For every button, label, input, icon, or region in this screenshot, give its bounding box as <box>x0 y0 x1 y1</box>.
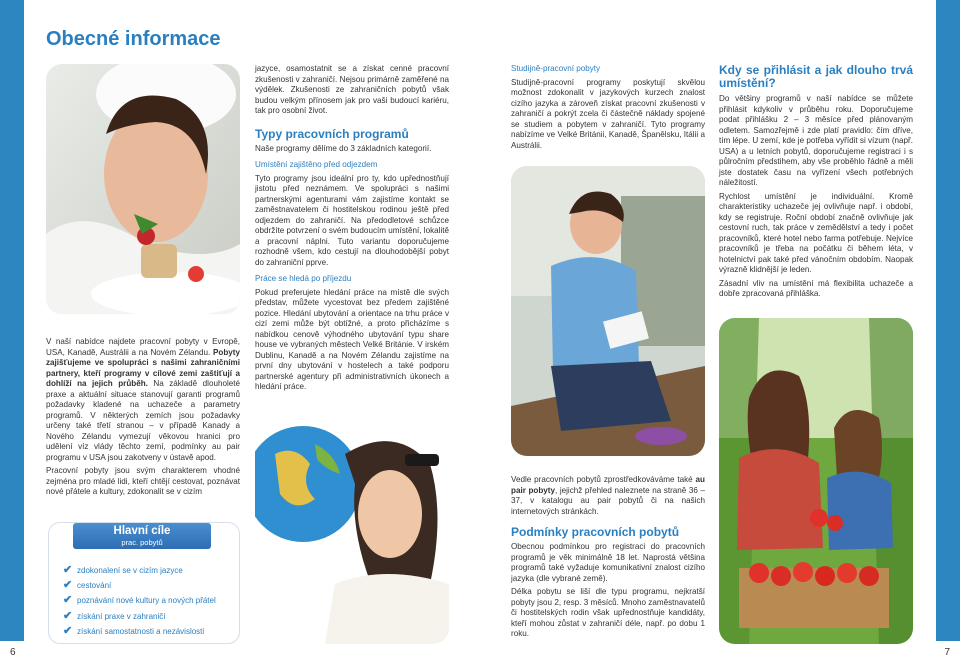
intro-column <box>46 337 240 501</box>
goal-item: ✔ zdokonalení se v cizím jazyce <box>63 564 183 576</box>
intro-paragraph: V naší nabídce najdete pracovní pobyty v Evropě, USA, Kanadě, Austrálii a na Novém Zélandu. Pobyty zajišťujeme ve spolupráci s našimi zahraničními partnery, kteří programy v cílové zemi zaštiťují a dohlíží na jejich průběh. Na základě dlouholeté praxe a aktuální situace stanovují garanti programů požadavky kladené na uchazeče a parametry programů. V některých zemích jsou požadavky určeny také třetí stranou – v případě Kanady a Nového Zélandu vymezují věkovou hranici pro udělení víz vlády těchto zemí, podmínky au pair programu v USA jsou zakotveny v ústavě apod. <box>46 337 240 462</box>
registration-paragraph-1: Do většiny programů v naší nabídce se můžete přihlásit kdykoliv v průběhu roku. Doporučujeme podat přihlášku 2 – 3 měsíce před plánovaným odletem. Samozřejmě i zde platí pravidlo: čím dříve, tím lépe. U zemí, kde je potřeba vyřídit si vízum (např. USA) a u letních pobytů, doporučujeme registraci i s půlročním předstihem, aby vše proběhlo řádně a měli jste dostatek času na vyřízení všech potřebných náležitostí. <box>719 94 913 187</box>
registration-paragraph-2: Rychlost umístění je individuální. Kromě charakteristiky uchazeče jej ovlivňuje např. i období, kdy se registruje. Roční období značně ovlivňuje jak cestovní ruch, tak práce v zemědělství a tedy i počet pracovníků, které hotel nebo farma potřebuje. Nejvíce pracovníků je třeba na počátku či během léta, v hotelnictví pak také před vánočním obdobím. Naopak výrazně klidnější je leden. <box>719 191 913 274</box>
placement-before-paragraph: Tyto programy jsou ideální pro ty, kdo upřednostňují jistotu před neznámem. Ve spolupráci s našimi partnerskými agenturami vám zajistíme kontakt se zaměstnavatelem či hostitelskou rodinou ještě před odjezdem do zahraničí. Na předodletové schůzce obdržíte potvrzení o svém budoucím umístění, lokalitě a pracovní náplni. Tuto variantu doporučujeme rozhodně všem, kdo cestují na dlouhodobější pobyt do zahraniční pprve. <box>255 173 449 267</box>
left-edge-stripe <box>0 0 24 641</box>
main-goals-subtitle: prac. pobytů <box>121 538 163 547</box>
checkmark-icon: ✔ <box>63 579 73 592</box>
goal-item: ✔ cestování <box>63 579 112 592</box>
job-after-arrival-paragraph: Pokud preferujete hledání práce na místě dle svých představ, můžete vycestovat bez předem zajištěné pozice. Hledání ubytování a orientace na trhu práce v cizí zemi může být obtížné, a proto přicházíme s nabídkou cenově výhodného ubytování typu share house ve vybraných městech Velké Británie. V irském Dublinu, Kanadě a na Novém Zélandu zajistíme na první dny ubytování v hostelech a také podporu partnerské agentury při administrativních úkonech a hledání práce. <box>255 287 449 391</box>
right-edge-stripe <box>936 0 960 641</box>
chef-photo <box>46 64 240 314</box>
checkmark-icon: ✔ <box>63 564 73 576</box>
goal-item: ✔ získání praxe v zahraničí <box>63 609 166 622</box>
program-types-column <box>255 64 449 396</box>
main-goals-list <box>63 563 216 639</box>
main-goals-title: Hlavní cíle <box>113 525 171 537</box>
intro-paragraph-2: Pracovní pobyty jsou svým charakterem vhodné zejména pro mladé lidi, kteří chtějí cestovat, poznávat nové přátele a kultury, zdokonalit se v cizím <box>46 466 240 496</box>
au-pair-paragraph: Vedle pracovních pobytů zprostředkováváme také au pair pobyty, jejichž přehled naleznete na straně 36 – 37, v katalogu au pair pobytů či na našich internetových stránkách. <box>511 475 706 516</box>
globe-girl-photo <box>255 414 449 644</box>
job-after-arrival-heading: Práce se hledá po příjezdu <box>255 274 352 283</box>
checkmark-icon: ✔ <box>63 594 73 607</box>
study-work-paragraph: Studijně-pracovní programy poskytují skvělou možnost zdokonalit v jazykových kurzech znalost cizího jazyka a zároveň získat pracovní zkušenosti v zahraničí a pokrýt zcela či částečně náklady spojené se studiem a pobytem v zahraničí. Tyto programy nabízíme ve Velké Británii, Kanadě, Španělsku, Itálii a Austrálii. <box>511 77 705 150</box>
checkmark-icon: ✔ <box>63 624 73 637</box>
program-types-heading: Typy pracovních programů <box>255 126 409 141</box>
student-photo <box>511 166 705 456</box>
placement-before-heading: Umístění zajištěno před odjezdem <box>255 160 378 169</box>
main-goals-banner <box>73 523 211 549</box>
study-work-heading: Studijně-pracovní pobyty <box>511 64 601 73</box>
registration-paragraph-3: Zásadní vliv na umístění má flexibilita uchazeče a dobře zpracovaná přihláška. <box>719 278 913 298</box>
program-types-paragraph: Naše programy dělíme do 3 základních kategorií. <box>255 143 432 153</box>
page-number-right: 7 <box>944 647 950 658</box>
conditions-paragraph-2: Délka pobytu se liší dle typu programu, nejkratší pobyty jsou 2, resp. 3 měsíců. Mnoho zaměstnavatelů či hostitelských rodin však upřednostňuje kandidáty, kteří mohou zůstat v zahraničí déle, např. po dobu 1 roku. <box>511 587 705 638</box>
registration-column <box>719 64 913 303</box>
main-goals-box <box>48 522 240 644</box>
conditions-heading: Podmínky pracovních pobytů <box>511 525 680 539</box>
goal-item: ✔ poznávání nové kultury a nových přátel <box>63 594 216 607</box>
study-work-column <box>511 64 705 154</box>
registration-heading: Kdy se přihlásit a jak dlouho trvá umístění? <box>719 63 913 90</box>
checkmark-icon: ✔ <box>63 609 73 622</box>
conditions-column <box>511 475 705 643</box>
continuation-paragraph: jazyce, osamostatnit se a získat cenné pracovní zkušenosti v zahraničí. Nejsou primárně zaměřené na výdělek. Zkušenosti ze zahraničních pobytů však budou velkým přínosem jak pro vaši budoucí kariéru, tak pro osobní život. <box>255 64 449 115</box>
goal-item: ✔ získání samostatnosti a nezávislosti <box>63 624 205 637</box>
page-number-left: 6 <box>10 647 16 658</box>
tomato-pickers-photo <box>719 318 913 644</box>
conditions-paragraph-1: Obecnou podmínkou pro registraci do pracovních programů je věk minimálně 18 let. Naprostá většina programů také vyžaduje komunikativní znalost cizího jazyka (dle vybrané země). <box>511 542 705 583</box>
page-title: Obecné informace <box>46 28 221 50</box>
